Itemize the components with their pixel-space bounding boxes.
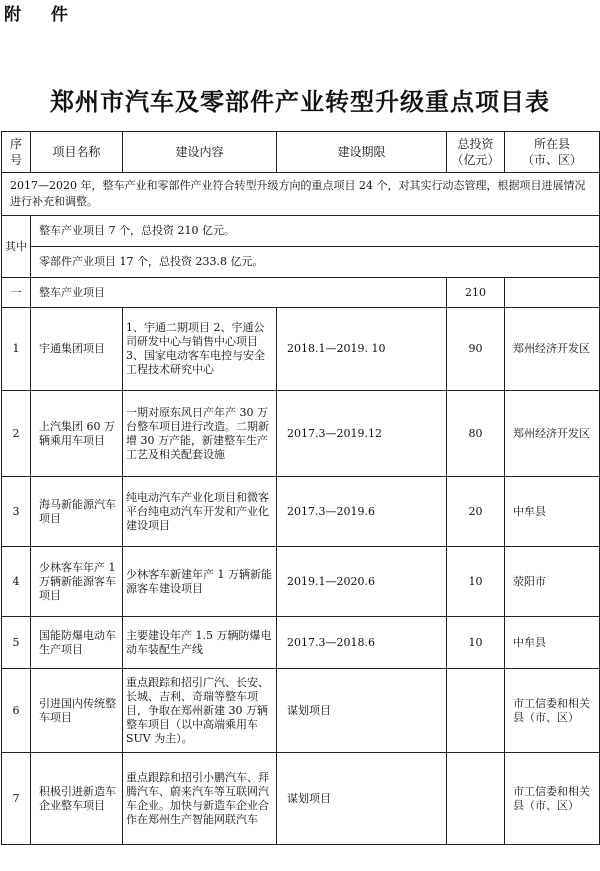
- summary-vehicle: 整车产业项目 7 个，总投资 210 亿元。: [31, 216, 600, 247]
- category-no: 一: [2, 278, 31, 308]
- row-no: 6: [2, 669, 31, 753]
- row-location: 市工信委和相关县（市、区）: [505, 669, 600, 753]
- table-header-row: [2, 132, 600, 173]
- table-row: [2, 477, 600, 547]
- category-location: [505, 278, 600, 308]
- category-invest: 210: [447, 278, 505, 308]
- row-location: 郑州经济开发区: [505, 308, 600, 391]
- row-location: 中牟县: [505, 477, 600, 547]
- row-invest: [447, 753, 505, 845]
- project-table: [1, 131, 600, 845]
- summary-row: [2, 216, 600, 247]
- row-period: 谋划项目: [277, 669, 447, 753]
- row-no: 5: [2, 617, 31, 669]
- row-invest: 90: [447, 308, 505, 391]
- among-label: 其中: [2, 216, 31, 278]
- row-content: 一期对原东风日产年产 30 万台整车项目进行改造。二期新增 30 万产能，新建整车生产工艺及相关配套设施: [123, 391, 277, 477]
- header-name: 项目名称: [31, 132, 123, 173]
- header-location: 所在县 （市、区）: [505, 132, 600, 173]
- row-invest: [447, 669, 505, 753]
- row-period: 2017.3—2019.6: [277, 477, 447, 547]
- row-period: 谋划项目: [277, 753, 447, 845]
- category-name: 整车产业项目: [31, 278, 447, 308]
- row-location: 市工信委和相关县（市、区）: [505, 753, 600, 845]
- row-period: 2019.1—2020.6: [277, 547, 447, 617]
- summary-parts: 零部件产业项目 17 个，总投资 233.8 亿元。: [31, 247, 600, 278]
- table-row: [2, 753, 600, 845]
- intro-text: 2017—2020 年，整车产业和零部件产业符合转型升级方向的重点项目 24 个，对其实行动态管理，根据项目进展情况进行补充和调整。: [2, 173, 600, 216]
- page-title: 郑州市汽车及零部件产业转型升级重点项目表: [50, 87, 550, 116]
- row-location: 郑州经济开发区: [505, 391, 600, 477]
- row-content: 重点跟踪和招引小鹏汽车、拜腾汽车、蔚来汽车等互联网汽车企业。加快与新造车企业合作在郑州生产智能网联汽车: [123, 753, 277, 845]
- row-no: 4: [2, 547, 31, 617]
- row-location: 荥阳市: [505, 547, 600, 617]
- row-name: 上汽集团 60 万辆乘用车项目: [31, 391, 123, 477]
- table-row: [2, 547, 600, 617]
- project-rows: [2, 308, 600, 845]
- header-period: 建设期限: [277, 132, 447, 173]
- row-no: 1: [2, 308, 31, 391]
- header-invest: 总投资 （亿元）: [447, 132, 505, 173]
- row-name: 引进国内传统整车项目: [31, 669, 123, 753]
- header-no: 序号: [2, 132, 31, 173]
- row-name: 国能防爆电动车生产项目: [31, 617, 123, 669]
- table-row: [2, 308, 600, 391]
- row-location: 中牟县: [505, 617, 600, 669]
- table-row: [2, 617, 600, 669]
- row-name: 积极引进新造车企业整车项目: [31, 753, 123, 845]
- row-content: 重点跟踪和招引广汽、长安、长城、吉利、奇瑞等整车项目，争取在郑州新建 30 万辆整车项目（以中高端乘用车 SUV 为主）。: [123, 669, 277, 753]
- summary-row: [2, 247, 600, 278]
- row-invest: 20: [447, 477, 505, 547]
- row-invest: 10: [447, 617, 505, 669]
- row-content: 少林客车新建年产 1 万辆新能源客车建设项目: [123, 547, 277, 617]
- category-row: [2, 278, 600, 308]
- row-no: 2: [2, 391, 31, 477]
- row-period: 2018.1—2019. 10: [277, 308, 447, 391]
- header-content: 建设内容: [123, 132, 277, 173]
- row-invest: 10: [447, 547, 505, 617]
- row-no: 7: [2, 753, 31, 845]
- row-invest: 80: [447, 391, 505, 477]
- row-name: 少林客车年产 1 万辆新能源客车项目: [31, 547, 123, 617]
- table-row: [2, 391, 600, 477]
- intro-row: [2, 173, 600, 216]
- row-period: 2017.3—2018.6: [277, 617, 447, 669]
- row-name: 海马新能源汽车项目: [31, 477, 123, 547]
- row-content: 纯电动汽车产业化项目和微客平台纯电动汽车开发和产业化建设项目: [123, 477, 277, 547]
- row-period: 2017.3—2019.12: [277, 391, 447, 477]
- row-no: 3: [2, 477, 31, 547]
- row-content: 1、宇通二期项目 2、宇通公司研发中心与销售中心项目 3、国家电动客车电控与安全工程技术研究中心: [123, 308, 277, 391]
- row-content: 主要建设年产 1.5 万辆防爆电动车装配生产线: [123, 617, 277, 669]
- table-row: [2, 669, 600, 753]
- row-name: 宇通集团项目: [31, 308, 123, 391]
- attachment-label: 附 件: [4, 5, 80, 25]
